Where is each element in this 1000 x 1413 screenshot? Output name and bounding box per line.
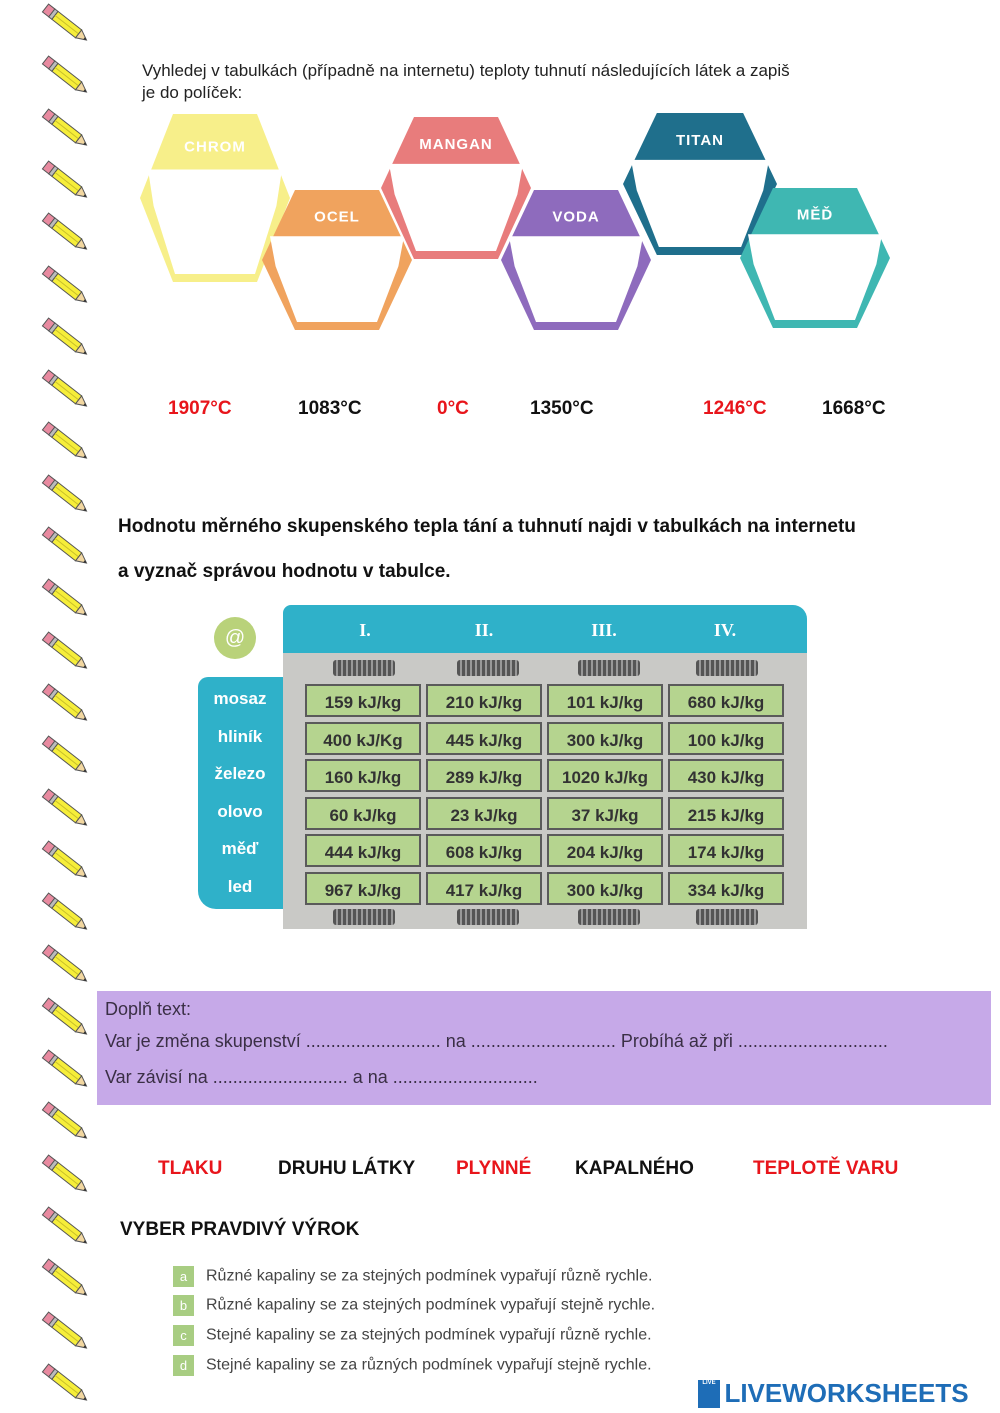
column-header-2: II.: [474, 620, 494, 640]
table-row-label: led: [227, 877, 253, 896]
binder-clip-icon: [333, 909, 395, 925]
table-cell[interactable]: 608 kJ/kg: [426, 834, 542, 867]
pencil-icon: [38, 630, 94, 674]
liveworksheets-logo: [698, 1378, 969, 1408]
table-row-label: měď: [221, 839, 259, 858]
pencil-icon: [38, 211, 94, 255]
binder-clip-icon: [333, 660, 395, 676]
pencil-icon: [38, 420, 94, 464]
table-cell[interactable]: 204 kJ/kg: [547, 834, 663, 867]
fill-text-line-1: Var je změna skupenství ........................... na ............................. Probíhá až při ..............................: [105, 1031, 888, 1051]
binder-clip-icon: [696, 909, 758, 925]
hexagon-label: CHROM: [184, 138, 246, 156]
temperature-4[interactable]: [530, 398, 594, 420]
column-header-1: I.: [359, 620, 371, 640]
pencil-icon: [38, 264, 94, 308]
logo-text: LIVEWORKSHEETS: [724, 1378, 969, 1408]
table-cell[interactable]: 60 kJ/kg: [305, 797, 421, 830]
pencil-icon: [38, 2, 94, 46]
pencil-icon: [38, 734, 94, 778]
instruction-line-2: je do políček:: [142, 83, 243, 102]
binder-clip-icon: [578, 909, 640, 925]
temperature-4-text: 1350°C: [530, 398, 594, 419]
choice-b-letter: b: [173, 1295, 194, 1316]
temperature-6[interactable]: [822, 398, 886, 420]
table-cell[interactable]: 430 kJ/kg: [668, 759, 784, 792]
choice-b-text: Různé kapaliny se za stejných podmínek vypařují stejně rychle.: [206, 1296, 656, 1314]
table-row-label-bar: [198, 677, 288, 909]
choice-a[interactable]: [173, 1266, 652, 1288]
temperature-1-text: 1907°C: [168, 398, 232, 419]
table-cell[interactable]: 445 kJ/kg: [426, 722, 542, 755]
logo-icon-text: LIVE: [702, 1379, 716, 1386]
binder-clip-icon: [457, 909, 519, 925]
pencil-icon: [38, 1310, 94, 1354]
hexagon-instruction: [142, 60, 902, 104]
hexagon-label: OCEL: [314, 208, 360, 226]
word-druhu-latky[interactable]: DRUHU LÁTKY: [278, 1158, 416, 1179]
choice-b[interactable]: [173, 1295, 655, 1317]
fill-text-box: [97, 991, 991, 1105]
pencil-icon: [38, 1100, 94, 1144]
hexagon-label: MANGAN: [419, 135, 493, 153]
choice-c-letter: c: [173, 1325, 194, 1346]
word-tlaku[interactable]: TLAKU: [158, 1158, 223, 1179]
choice-a-text: Různé kapaliny se za stejných podmínek vypařují různě rychle.: [206, 1267, 653, 1285]
pencil-icon: [38, 787, 94, 831]
table-cell[interactable]: 159 kJ/kg: [305, 684, 421, 717]
binder-clip-icon: [696, 660, 758, 676]
pencil-icon: [38, 1153, 94, 1197]
table-row-label: hliník: [217, 727, 263, 746]
table-cell[interactable]: 37 kJ/kg: [547, 797, 663, 830]
pencil-icon: [38, 577, 94, 621]
instruction-line-1: Vyhledej v tabulkách (případně na internetu) teploty tuhnutí následujících látek a zapiš: [142, 61, 790, 80]
choice-a-letter: a: [173, 1266, 194, 1287]
fill-text-title: Doplň text:: [105, 999, 192, 1019]
binder-clip-icon: [578, 660, 640, 676]
table-cell[interactable]: 334 kJ/kg: [668, 872, 784, 905]
pencil-icon: [38, 943, 94, 987]
section2-line-1: Hodnotu měrného skupenského tepla tání a tuhnutí najdi v tabulkách na internetu: [118, 516, 856, 537]
table-cell[interactable]: 680 kJ/kg: [668, 684, 784, 717]
column-header-4: IV.: [713, 620, 737, 640]
logo-icon: [698, 1380, 720, 1408]
word-teplote-varu[interactable]: TEPLOTĚ VARU: [753, 1158, 899, 1179]
section3-title: VYBER PRAVDIVÝ VÝROK: [120, 1219, 360, 1240]
pencil-icon: [38, 368, 94, 412]
table-cell[interactable]: 215 kJ/kg: [668, 797, 784, 830]
choice-d-text: Stejné kapaliny se za různých podmínek vypařují stejně rychle.: [206, 1356, 652, 1374]
temperature-5[interactable]: [703, 398, 767, 420]
choice-c-text: Stejné kapaliny se za stejných podmínek vypařují různě rychle.: [206, 1326, 652, 1344]
pencil-icon: [38, 839, 94, 883]
hexagon-label: TITAN: [675, 131, 725, 149]
hexagon-label: VODA: [552, 208, 600, 226]
pencil-icon: [38, 473, 94, 517]
table-cell[interactable]: 100 kJ/kg: [668, 722, 784, 755]
word-plynne[interactable]: PLYNNÉ: [456, 1158, 532, 1179]
word-kapalneho[interactable]: KAPALNÉHO: [575, 1158, 694, 1179]
temperature-2-text: 1083°C: [298, 398, 362, 419]
temperature-1[interactable]: [168, 398, 232, 420]
pencil-icon: [38, 107, 94, 151]
table-cell[interactable]: 160 kJ/kg: [305, 759, 421, 792]
table-cell[interactable]: 417 kJ/kg: [426, 872, 542, 905]
table-badge-symbol: @: [224, 627, 246, 649]
temperature-2[interactable]: [298, 398, 362, 420]
pencil-icon: [38, 1257, 94, 1301]
pencil-border: [38, 0, 98, 1413]
column-header-3: III.: [591, 620, 617, 640]
table-row-label: železo: [214, 764, 266, 783]
pencil-icon: [38, 54, 94, 98]
pencil-icon: [38, 159, 94, 203]
temperature-6-text: 1668°C: [822, 398, 886, 419]
binder-clip-icon: [457, 660, 519, 676]
table-cell[interactable]: 444 kJ/kg: [305, 834, 421, 867]
table-row-label: olovo: [217, 802, 263, 821]
temperature-5-text: 1246°C: [703, 398, 767, 419]
table-cell[interactable]: 967 kJ/kg: [305, 872, 421, 905]
choice-d[interactable]: [173, 1355, 652, 1377]
hexagon-diagram: [140, 110, 900, 335]
temperature-3-text: 0°C: [437, 398, 469, 419]
choice-c[interactable]: [173, 1325, 652, 1347]
table-cell[interactable]: 210 kJ/kg: [426, 684, 542, 717]
pencil-icon: [38, 996, 94, 1040]
pencil-icon: [38, 1362, 94, 1406]
pencil-icon: [38, 682, 94, 726]
pencil-icon: [38, 1205, 94, 1249]
table-cell[interactable]: 1020 kJ/kg: [547, 759, 663, 792]
fill-text-line-2: Var závisí na ........................... a na .............................: [105, 1067, 538, 1087]
section2-line-2: a vyznač správou hodnotu v tabulce.: [118, 561, 451, 582]
table-cell[interactable]: 300 kJ/kg: [547, 872, 663, 905]
pencil-icon: [38, 891, 94, 935]
table-cell[interactable]: 300 kJ/kg: [547, 722, 663, 755]
table-row-label: mosaz: [213, 689, 267, 708]
pencil-icon: [38, 1048, 94, 1092]
hexagon-label: MĚĎ: [796, 206, 834, 224]
table-cell[interactable]: 400 kJ/Kg: [305, 722, 421, 755]
choice-d-letter: d: [173, 1355, 194, 1376]
table-cell[interactable]: 101 kJ/kg: [547, 684, 663, 717]
table-cell[interactable]: 23 kJ/kg: [426, 797, 542, 830]
table-badge: [214, 617, 256, 659]
pencil-icon: [38, 316, 94, 360]
table-cell[interactable]: 289 kJ/kg: [426, 759, 542, 792]
table-cell[interactable]: 174 kJ/kg: [668, 834, 784, 867]
temperature-3[interactable]: [437, 398, 469, 420]
pencil-icon: [38, 525, 94, 569]
